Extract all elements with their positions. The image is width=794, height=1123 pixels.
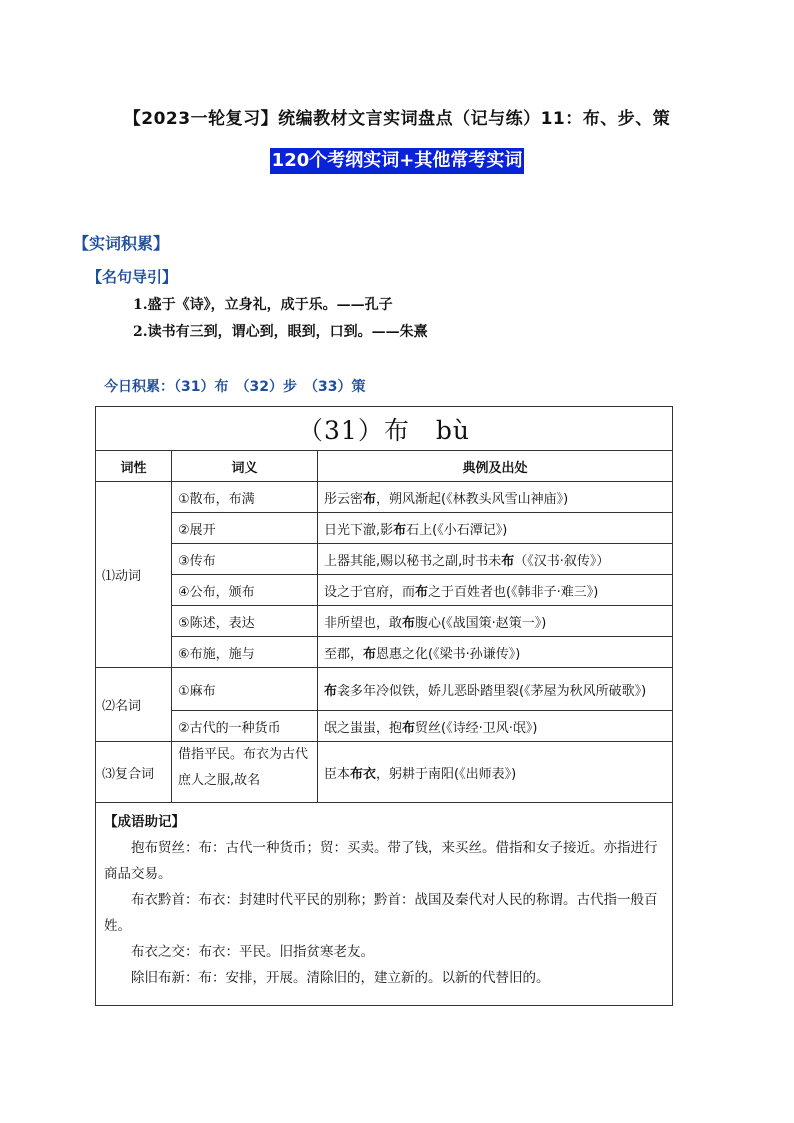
idiom-memory-box: [96, 803, 673, 1006]
meaning-cell: ⑥布施，施与: [172, 637, 318, 668]
meaning-cell: 借指平民。布衣为古代庶人之服,故名: [172, 742, 318, 803]
table-row: [96, 668, 673, 711]
col-header-pos: 词性: [96, 451, 172, 482]
example-cell: 布衾多年冷似铁，娇儿恶卧踏里裂(《茅屋为秋风所破歌》): [318, 668, 673, 711]
memory-item: 除旧布新：布：安排，开展。清除旧的，建立新的。以新的代替旧的。: [131, 970, 550, 986]
meaning-cell: ⑤陈述，表达: [172, 606, 318, 637]
table-row: [96, 637, 673, 668]
example-cell: 彤云密布，朔风渐起(《林教头风雪山神庙》): [318, 482, 673, 513]
today-accumulation: 今日积累：（31）布 （32）步 （33）策: [104, 379, 366, 395]
col-header-example: 典例及出处: [318, 451, 673, 482]
page-title: 【2023一轮复习】统编教材文言实词盘点（记与练）11：布、步、策: [123, 109, 671, 129]
memory-item: 抱布贸丝：布：古代一种货币；贸：买卖。带了钱，来买丝。借指和女子接近。亦指进行商品交易。: [104, 840, 658, 882]
example-cell: 氓之蚩蚩，抱布贸丝(《诗经·卫风·氓》): [318, 711, 673, 742]
head-word: （31）布 bù: [96, 407, 673, 451]
example-cell: 日光下澈,影布石上(《小石潭记》): [318, 513, 673, 544]
table-header-row: [96, 451, 673, 482]
word-table: [95, 406, 673, 1006]
memory-title: 【成语助记】: [104, 814, 185, 830]
table-row: [96, 513, 673, 544]
table-row: [96, 711, 673, 742]
pos-cell: ⑴动词: [96, 482, 172, 668]
subtitle-wrap: [0, 148, 794, 174]
example-cell: 非所望也，敢布腹心(《战国策·赵策一》): [318, 606, 673, 637]
sub-heading: 【名句导引】: [87, 268, 178, 286]
meaning-cell: ①散布，布满: [172, 482, 318, 513]
example-cell: 至郡，布恩惠之化(《梁书·孙谦传》): [318, 637, 673, 668]
quote-1: 1.盛于《诗》，立身礼，成于乐。——孔子: [133, 297, 393, 313]
example-cell: 臣本布衣，躬耕于南阳(《出师表》): [318, 742, 673, 803]
table-row: [96, 606, 673, 637]
table-row: [96, 742, 673, 803]
memory-item: 布衣黔首：布衣：封建时代平民的别称；黔首：战国及秦代对人民的称谓。古代指一般百姓。: [104, 892, 658, 934]
col-header-meaning: 词义: [172, 451, 318, 482]
meaning-cell: ②展开: [172, 513, 318, 544]
meaning-cell: ②古代的一种货币: [172, 711, 318, 742]
table-row: [96, 544, 673, 575]
example-cell: 上器其能,赐以秘书之副,时书未布（《汉书·叙传》）: [318, 544, 673, 575]
pos-cell: ⑵名词: [96, 668, 172, 742]
table-row: [96, 575, 673, 606]
section-heading: 【实词积累】: [73, 234, 170, 253]
meaning-cell: ①麻布: [172, 668, 318, 711]
meaning-cell: ③传布: [172, 544, 318, 575]
meaning-cell: ④公布，颁布: [172, 575, 318, 606]
memory-item: 布衣之交：布衣：平民。旧指贫寒老友。: [131, 944, 374, 960]
pos-cell: ⑶复合词: [96, 742, 172, 803]
subtitle-highlight: 120个考纲实词+其他常考实词: [270, 148, 525, 174]
example-cell: 设之于官府，而布之于百姓者也(《韩非子·难三》): [318, 575, 673, 606]
table-row: [96, 482, 673, 513]
quote-2: 2.读书有三到，谓心到，眼到，口到。——朱熹: [133, 324, 428, 340]
